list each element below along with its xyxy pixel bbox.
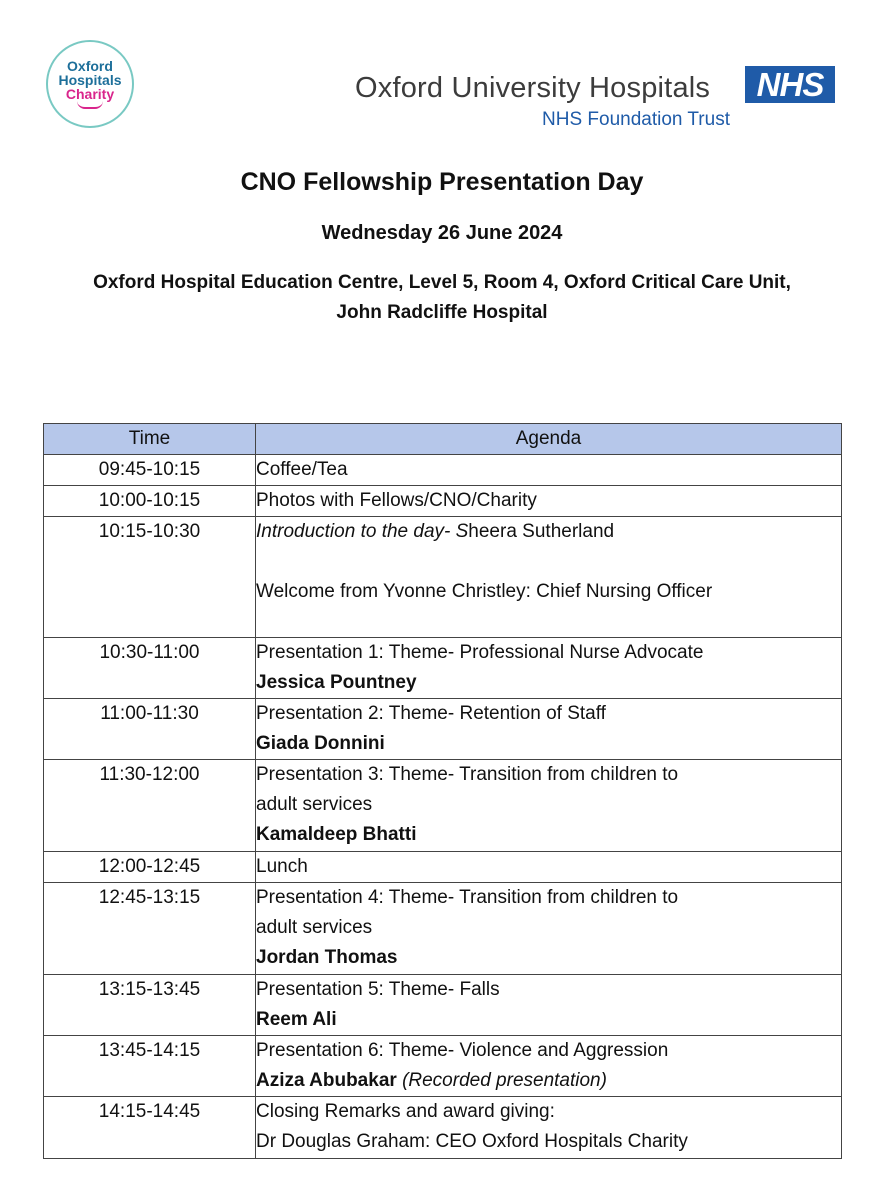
table-header-row bbox=[44, 424, 842, 455]
row-agenda bbox=[256, 760, 842, 852]
charity-logo-line3: Charity bbox=[65, 86, 115, 102]
event-title: CNO Fellowship Presentation Day bbox=[240, 168, 644, 196]
table-row bbox=[44, 455, 842, 486]
table-row bbox=[44, 975, 842, 1036]
agenda-line: adult services bbox=[256, 917, 373, 938]
table-row bbox=[44, 760, 842, 852]
row-agenda bbox=[256, 638, 842, 699]
table-row bbox=[44, 1097, 842, 1159]
row-agenda bbox=[256, 517, 842, 638]
smile-icon bbox=[77, 101, 103, 109]
presenter-name: Reem Ali bbox=[256, 1009, 337, 1030]
org-subtitle: NHS Foundation Trust bbox=[542, 109, 730, 130]
presentation-note: (Recorded presentation) bbox=[402, 1070, 607, 1091]
agenda-line: adult services bbox=[256, 794, 373, 815]
row-agenda bbox=[256, 975, 842, 1036]
event-venue bbox=[0, 268, 884, 328]
row-agenda bbox=[256, 1097, 842, 1159]
agenda-line: Welcome from Yvonne Christley: Chief Nursing Officer bbox=[256, 581, 713, 602]
agenda-line: Presentation 4: Theme- Transition from children to bbox=[256, 887, 679, 908]
oxford-hospitals-charity-logo bbox=[46, 40, 134, 128]
agenda-line: Presentation 2: Theme- Retention of Staff bbox=[256, 703, 606, 724]
row-time: 09:45-10:15 bbox=[44, 455, 256, 486]
intro-rest: heera Sutherland bbox=[468, 521, 615, 542]
row-time: 10:00-10:15 bbox=[44, 486, 256, 517]
header-time: Time bbox=[44, 424, 256, 455]
venue-line-1: Oxford Hospital Education Centre, Level 5, Room 4, Oxford Critical Care Unit, bbox=[93, 272, 791, 293]
row-time: 12:45-13:15 bbox=[44, 883, 256, 975]
charity-logo-line2: Hospitals bbox=[58, 72, 122, 88]
row-time: 13:15-13:45 bbox=[44, 975, 256, 1036]
presenter-name: Aziza Abubakar bbox=[256, 1070, 397, 1091]
presenter-name: Giada Donnini bbox=[256, 733, 385, 754]
intro-italic: Introduction to the day- S bbox=[256, 521, 469, 542]
agenda-line: Dr Douglas Graham: CEO Oxford Hospitals Charity bbox=[256, 1131, 688, 1152]
org-name: Oxford University Hospitals bbox=[355, 72, 711, 104]
agenda-line: Presentation 1: Theme- Professional Nurse Advocate bbox=[256, 642, 704, 663]
agenda-table bbox=[43, 423, 842, 1159]
row-agenda bbox=[256, 852, 842, 883]
nhs-logo: NHS bbox=[745, 66, 835, 103]
row-time: 10:15-10:30 bbox=[44, 517, 256, 638]
agenda-line: Coffee/Tea bbox=[256, 459, 348, 480]
row-agenda bbox=[256, 699, 842, 760]
spacer bbox=[256, 547, 841, 577]
header-agenda: Agenda bbox=[256, 424, 842, 455]
row-agenda bbox=[256, 1036, 842, 1097]
agenda-line bbox=[256, 517, 841, 547]
table-row bbox=[44, 1036, 842, 1097]
agenda-line: Photos with Fellows/CNO/Charity bbox=[256, 490, 537, 511]
row-time: 12:00-12:45 bbox=[44, 852, 256, 883]
row-time: 14:15-14:45 bbox=[44, 1097, 256, 1159]
table-row bbox=[44, 638, 842, 699]
row-agenda bbox=[256, 486, 842, 517]
presenter-name: Jessica Pountney bbox=[256, 672, 417, 693]
agenda-line bbox=[256, 1066, 841, 1096]
row-time: 11:30-12:00 bbox=[44, 760, 256, 852]
row-time: 11:00-11:30 bbox=[44, 699, 256, 760]
charity-logo-line1: Oxford bbox=[67, 58, 113, 74]
row-agenda bbox=[256, 883, 842, 975]
agenda-line: Presentation 3: Theme- Transition from children to bbox=[256, 764, 679, 785]
event-date: Wednesday 26 June 2024 bbox=[321, 222, 563, 244]
agenda-line: Lunch bbox=[256, 856, 308, 877]
agenda-line: Presentation 5: Theme- Falls bbox=[256, 979, 500, 1000]
agenda-line: Closing Remarks and award giving: bbox=[256, 1101, 555, 1122]
table-row bbox=[44, 486, 842, 517]
table-row bbox=[44, 852, 842, 883]
table-row bbox=[44, 699, 842, 760]
venue-line-2: John Radcliffe Hospital bbox=[336, 302, 548, 323]
presenter-name: Kamaldeep Bhatti bbox=[256, 824, 417, 845]
agenda-line: Presentation 6: Theme- Violence and Aggression bbox=[256, 1040, 669, 1061]
row-time: 13:45-14:15 bbox=[44, 1036, 256, 1097]
row-time: 10:30-11:00 bbox=[44, 638, 256, 699]
presenter-name: Jordan Thomas bbox=[256, 947, 398, 968]
row-agenda bbox=[256, 455, 842, 486]
table-row bbox=[44, 517, 842, 638]
table-row bbox=[44, 883, 842, 975]
